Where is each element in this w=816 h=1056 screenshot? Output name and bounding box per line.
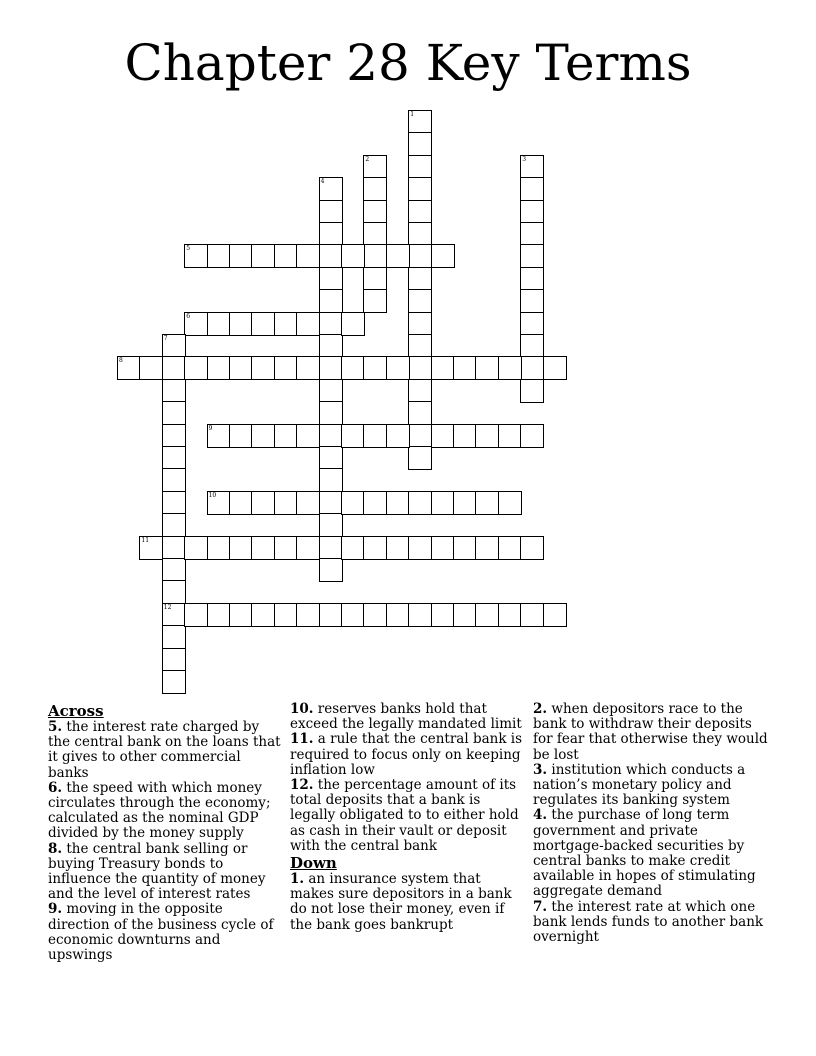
crossword-cell[interactable] [319, 513, 343, 537]
clue-number: 1 [410, 111, 415, 118]
crossword-cell[interactable] [229, 312, 253, 336]
crossword-cell[interactable] [162, 491, 186, 515]
crossword-cell[interactable] [408, 312, 432, 336]
crossword-cell[interactable] [363, 491, 387, 515]
crossword-cell[interactable] [498, 603, 522, 627]
crossword-cell[interactable] [363, 536, 387, 560]
crossword-cell[interactable] [319, 334, 343, 358]
crossword-cell[interactable] [408, 491, 432, 515]
crossword-cell[interactable] [162, 670, 186, 694]
crossword-cell[interactable] [363, 356, 387, 380]
crossword-cell[interactable] [386, 491, 410, 515]
crossword-cell[interactable] [408, 177, 432, 201]
crossword-cell[interactable] [453, 356, 477, 380]
crossword-cell[interactable] [184, 356, 208, 380]
down-heading: Down [290, 854, 337, 873]
crossword-cell[interactable] [319, 446, 343, 470]
clue-number: 12 [163, 603, 172, 611]
clue-number: 9 [208, 424, 213, 432]
crossword-cell[interactable] [162, 603, 186, 627]
crossword-cell[interactable] [319, 222, 343, 246]
clue-down-1: 1. an insurance system that makes sure depositors in a bank do not lose their money, even if the bank goes bankrupt [290, 871, 512, 933]
crossword-cell[interactable] [341, 603, 365, 627]
page-title: Chapter 28 Key Terms [124, 34, 692, 92]
crossword-cell[interactable] [319, 312, 343, 336]
crossword-cell[interactable] [520, 312, 544, 336]
crossword-cell[interactable] [274, 424, 298, 448]
crossword-cell[interactable] [319, 536, 343, 560]
crossword-cell[interactable] [453, 536, 477, 560]
crossword-cell[interactable] [520, 536, 544, 560]
clue-number: 10 [208, 491, 217, 499]
crossword-cell[interactable] [162, 379, 186, 403]
crossword-cell[interactable] [363, 155, 387, 179]
crossword-cell[interactable] [520, 177, 544, 201]
crossword-cell[interactable] [319, 177, 343, 201]
crossword-cell[interactable] [274, 491, 298, 515]
crossword-cell[interactable] [319, 267, 343, 291]
crossword-cell[interactable] [184, 244, 208, 268]
crossword-cell[interactable] [207, 312, 231, 336]
clue-across-9: 9. moving in the opposite direction of the business cycle of economic downturns and upswings [48, 901, 274, 964]
crossword-cell[interactable] [162, 580, 186, 604]
crossword-cell[interactable] [184, 536, 208, 560]
crossword-cell[interactable] [229, 356, 253, 380]
crossword-cell[interactable] [520, 379, 544, 403]
crossword-cell[interactable] [363, 289, 387, 313]
clue-number: 3 [522, 155, 527, 163]
crossword-cell[interactable] [341, 536, 365, 560]
crossword-cell[interactable] [408, 244, 432, 268]
crossword-cell[interactable] [386, 603, 410, 627]
crossword-cell[interactable] [408, 132, 432, 156]
crossword-cell[interactable] [251, 603, 275, 627]
clue-across-10: 10. reserves banks hold that exceed the legally mandated limit [290, 701, 522, 733]
crossword-cell[interactable] [520, 356, 544, 380]
crossword-cell[interactable] [296, 491, 320, 515]
clue-down-4: 4. the purchase of long term government and private mortgage-backed securities by central banks to make credit available in hopes of stimulating aggregate demand [533, 807, 756, 900]
crossword-cell[interactable] [251, 491, 275, 515]
crossword-cell[interactable] [184, 312, 208, 336]
crossword-cell[interactable] [162, 513, 186, 537]
crossword-cell[interactable] [319, 468, 343, 492]
crossword-cell[interactable] [341, 244, 365, 268]
crossword-cell[interactable] [341, 424, 365, 448]
crossword-cell[interactable] [274, 536, 298, 560]
crossword-cell[interactable] [363, 200, 387, 224]
crossword-cell[interactable] [296, 356, 320, 380]
crossword-cell[interactable] [386, 244, 410, 268]
clue-across-12: 12. the percentage amount of its total deposits that a bank is legally obligated to to either hold as cash in their vault or deposit with the central bank [290, 777, 519, 854]
crossword-cell[interactable] [139, 536, 163, 560]
crossword-cell[interactable] [207, 244, 231, 268]
crossword-cell[interactable] [184, 603, 208, 627]
crossword-cell[interactable] [296, 424, 320, 448]
clue-number: 4 [320, 178, 325, 186]
crossword-cell[interactable] [408, 334, 432, 358]
clues-column-2 [290, 702, 526, 933]
crossword-cell[interactable] [274, 356, 298, 380]
crossword-cell[interactable] [475, 536, 499, 560]
clue-across-6: 6. the speed with which money circulates through the economy; calculated as the nominal GDP divided by the money supply [48, 779, 271, 842]
crossword-cell[interactable] [139, 356, 163, 380]
crossword-cell[interactable] [274, 244, 298, 268]
clue-number: 5 [186, 245, 191, 253]
crossword-cell[interactable] [319, 244, 343, 268]
crossword-cell[interactable] [408, 289, 432, 313]
crossword-cell[interactable] [475, 424, 499, 448]
crossword-cell[interactable] [319, 603, 343, 627]
crossword-cell[interactable] [341, 491, 365, 515]
crossword-cell[interactable] [363, 267, 387, 291]
clue-number: 11 [141, 536, 150, 544]
crossword-cell[interactable] [408, 379, 432, 403]
crossword-cell[interactable] [251, 356, 275, 380]
clues-column-1 [48, 702, 284, 963]
crossword-cell[interactable] [207, 491, 231, 515]
crossword-cell[interactable] [431, 356, 455, 380]
crossword-cell[interactable] [498, 536, 522, 560]
crossword-cell[interactable] [319, 558, 343, 582]
crossword-cell[interactable] [162, 356, 186, 380]
clue-down-2: 2. when depositors race to the bank to withdraw their deposits for fear that otherwise they would be lost [533, 701, 768, 763]
crossword-cell[interactable] [363, 244, 387, 268]
crossword-cell[interactable] [207, 356, 231, 380]
crossword-cell[interactable] [363, 603, 387, 627]
clues-column-3 [533, 702, 769, 945]
crossword-cell[interactable] [498, 424, 522, 448]
crossword-cell[interactable] [431, 536, 455, 560]
crossword-cell[interactable] [162, 536, 186, 560]
crossword-cell[interactable] [475, 356, 499, 380]
clue-number: 7 [163, 335, 168, 342]
crossword-cell[interactable] [207, 536, 231, 560]
crossword-cell[interactable] [386, 536, 410, 560]
clue-number: 2 [365, 155, 370, 163]
crossword-cell[interactable] [207, 424, 231, 448]
crossword-cell[interactable] [162, 648, 186, 672]
crossword-cell[interactable] [431, 244, 455, 268]
crossword-cell[interactable] [251, 312, 275, 336]
crossword-cell[interactable] [117, 356, 141, 380]
crossword-cell[interactable] [408, 401, 432, 425]
crossword-cell[interactable] [341, 312, 365, 336]
crossword-cell[interactable] [520, 603, 544, 627]
crossword-cell[interactable] [386, 424, 410, 448]
crossword-cell[interactable] [408, 356, 432, 380]
crossword-cell[interactable] [319, 379, 343, 403]
crossword-cell[interactable] [319, 356, 343, 380]
crossword-cell[interactable] [296, 536, 320, 560]
crossword-cell[interactable] [386, 356, 410, 380]
clue-across-8: 8. the central bank selling or buying Treasury bonds to influence the quantity of money and the level of interest rates [48, 840, 266, 903]
crossword-cell[interactable] [207, 603, 231, 627]
crossword-cell[interactable] [274, 603, 298, 627]
crossword-cell[interactable] [543, 356, 567, 380]
clue-across-11: 11. a rule that the central bank is required to focus only on keeping inflation low [290, 731, 523, 778]
crossword-cell[interactable] [363, 424, 387, 448]
crossword-cell[interactable] [453, 424, 477, 448]
crossword-cell[interactable] [319, 289, 343, 313]
crossword-cell[interactable] [520, 267, 544, 291]
crossword-cell[interactable] [431, 424, 455, 448]
across-heading: Across [48, 702, 104, 720]
crossword-cell[interactable] [498, 356, 522, 380]
crossword-cell[interactable] [296, 312, 320, 336]
crossword-cell[interactable] [251, 424, 275, 448]
crossword-cell[interactable] [408, 110, 432, 134]
crossword-cell[interactable] [453, 491, 477, 515]
crossword-cell[interactable] [363, 222, 387, 246]
crossword-cell[interactable] [319, 200, 343, 224]
crossword-cell[interactable] [408, 222, 432, 246]
clue-number: 6 [186, 312, 191, 320]
crossword-cell[interactable] [408, 603, 432, 627]
crossword-cell[interactable] [162, 558, 186, 582]
crossword-cell[interactable] [162, 334, 186, 358]
crossword-cell[interactable] [296, 244, 320, 268]
crossword-cell[interactable] [475, 603, 499, 627]
clue-down-7: 7. the interest rate at which one bank lends funds to another bank overnight [533, 898, 764, 946]
crossword-cell[interactable] [341, 356, 365, 380]
crossword-cell[interactable] [162, 625, 186, 649]
crossword-cell[interactable] [520, 155, 544, 179]
crossword-cell[interactable] [319, 424, 343, 448]
crossword-cell[interactable] [319, 491, 343, 515]
crossword-cell[interactable] [520, 222, 544, 246]
crossword-cell[interactable] [229, 424, 253, 448]
clue-across-5: 5. the interest rate charged by the central bank on the loans that it gives to other commercial banks [48, 719, 281, 781]
crossword-cell[interactable] [319, 401, 343, 425]
crossword-cell[interactable] [520, 200, 544, 224]
crossword-cell[interactable] [296, 603, 320, 627]
crossword-cell[interactable] [408, 446, 432, 470]
crossword-cell[interactable] [162, 424, 186, 448]
crossword-cell[interactable] [543, 603, 567, 627]
crossword-cell[interactable] [229, 536, 253, 560]
crossword-cell[interactable] [520, 244, 544, 268]
crossword-cell[interactable] [251, 536, 275, 560]
crossword-cell[interactable] [431, 603, 455, 627]
clue-down-3: 3. institution which conducts a nation’s monetary policy and regulates its banking system [533, 761, 746, 809]
crossword-cell[interactable] [408, 267, 432, 291]
crossword-cell[interactable] [162, 446, 186, 470]
crossword-cell[interactable] [408, 155, 432, 179]
crossword-cell[interactable] [363, 177, 387, 201]
crossword-cell[interactable] [162, 468, 186, 492]
crossword-cell[interactable] [431, 491, 455, 515]
crossword-cell[interactable] [408, 424, 432, 448]
crossword-cell[interactable] [274, 312, 298, 336]
crossword-cell[interactable] [229, 244, 253, 268]
crossword-cell[interactable] [475, 491, 499, 515]
crossword-cell[interactable] [498, 491, 522, 515]
crossword-cell[interactable] [520, 289, 544, 313]
crossword-cell[interactable] [408, 536, 432, 560]
crossword-cell[interactable] [520, 334, 544, 358]
crossword-cell[interactable] [229, 491, 253, 515]
crossword-cell[interactable] [251, 244, 275, 268]
crossword-cell[interactable] [162, 401, 186, 425]
crossword-cell[interactable] [229, 603, 253, 627]
crossword-cell[interactable] [408, 200, 432, 224]
crossword-cell[interactable] [520, 424, 544, 448]
clue-number: 8 [119, 357, 123, 365]
crossword-cell[interactable] [453, 603, 477, 627]
